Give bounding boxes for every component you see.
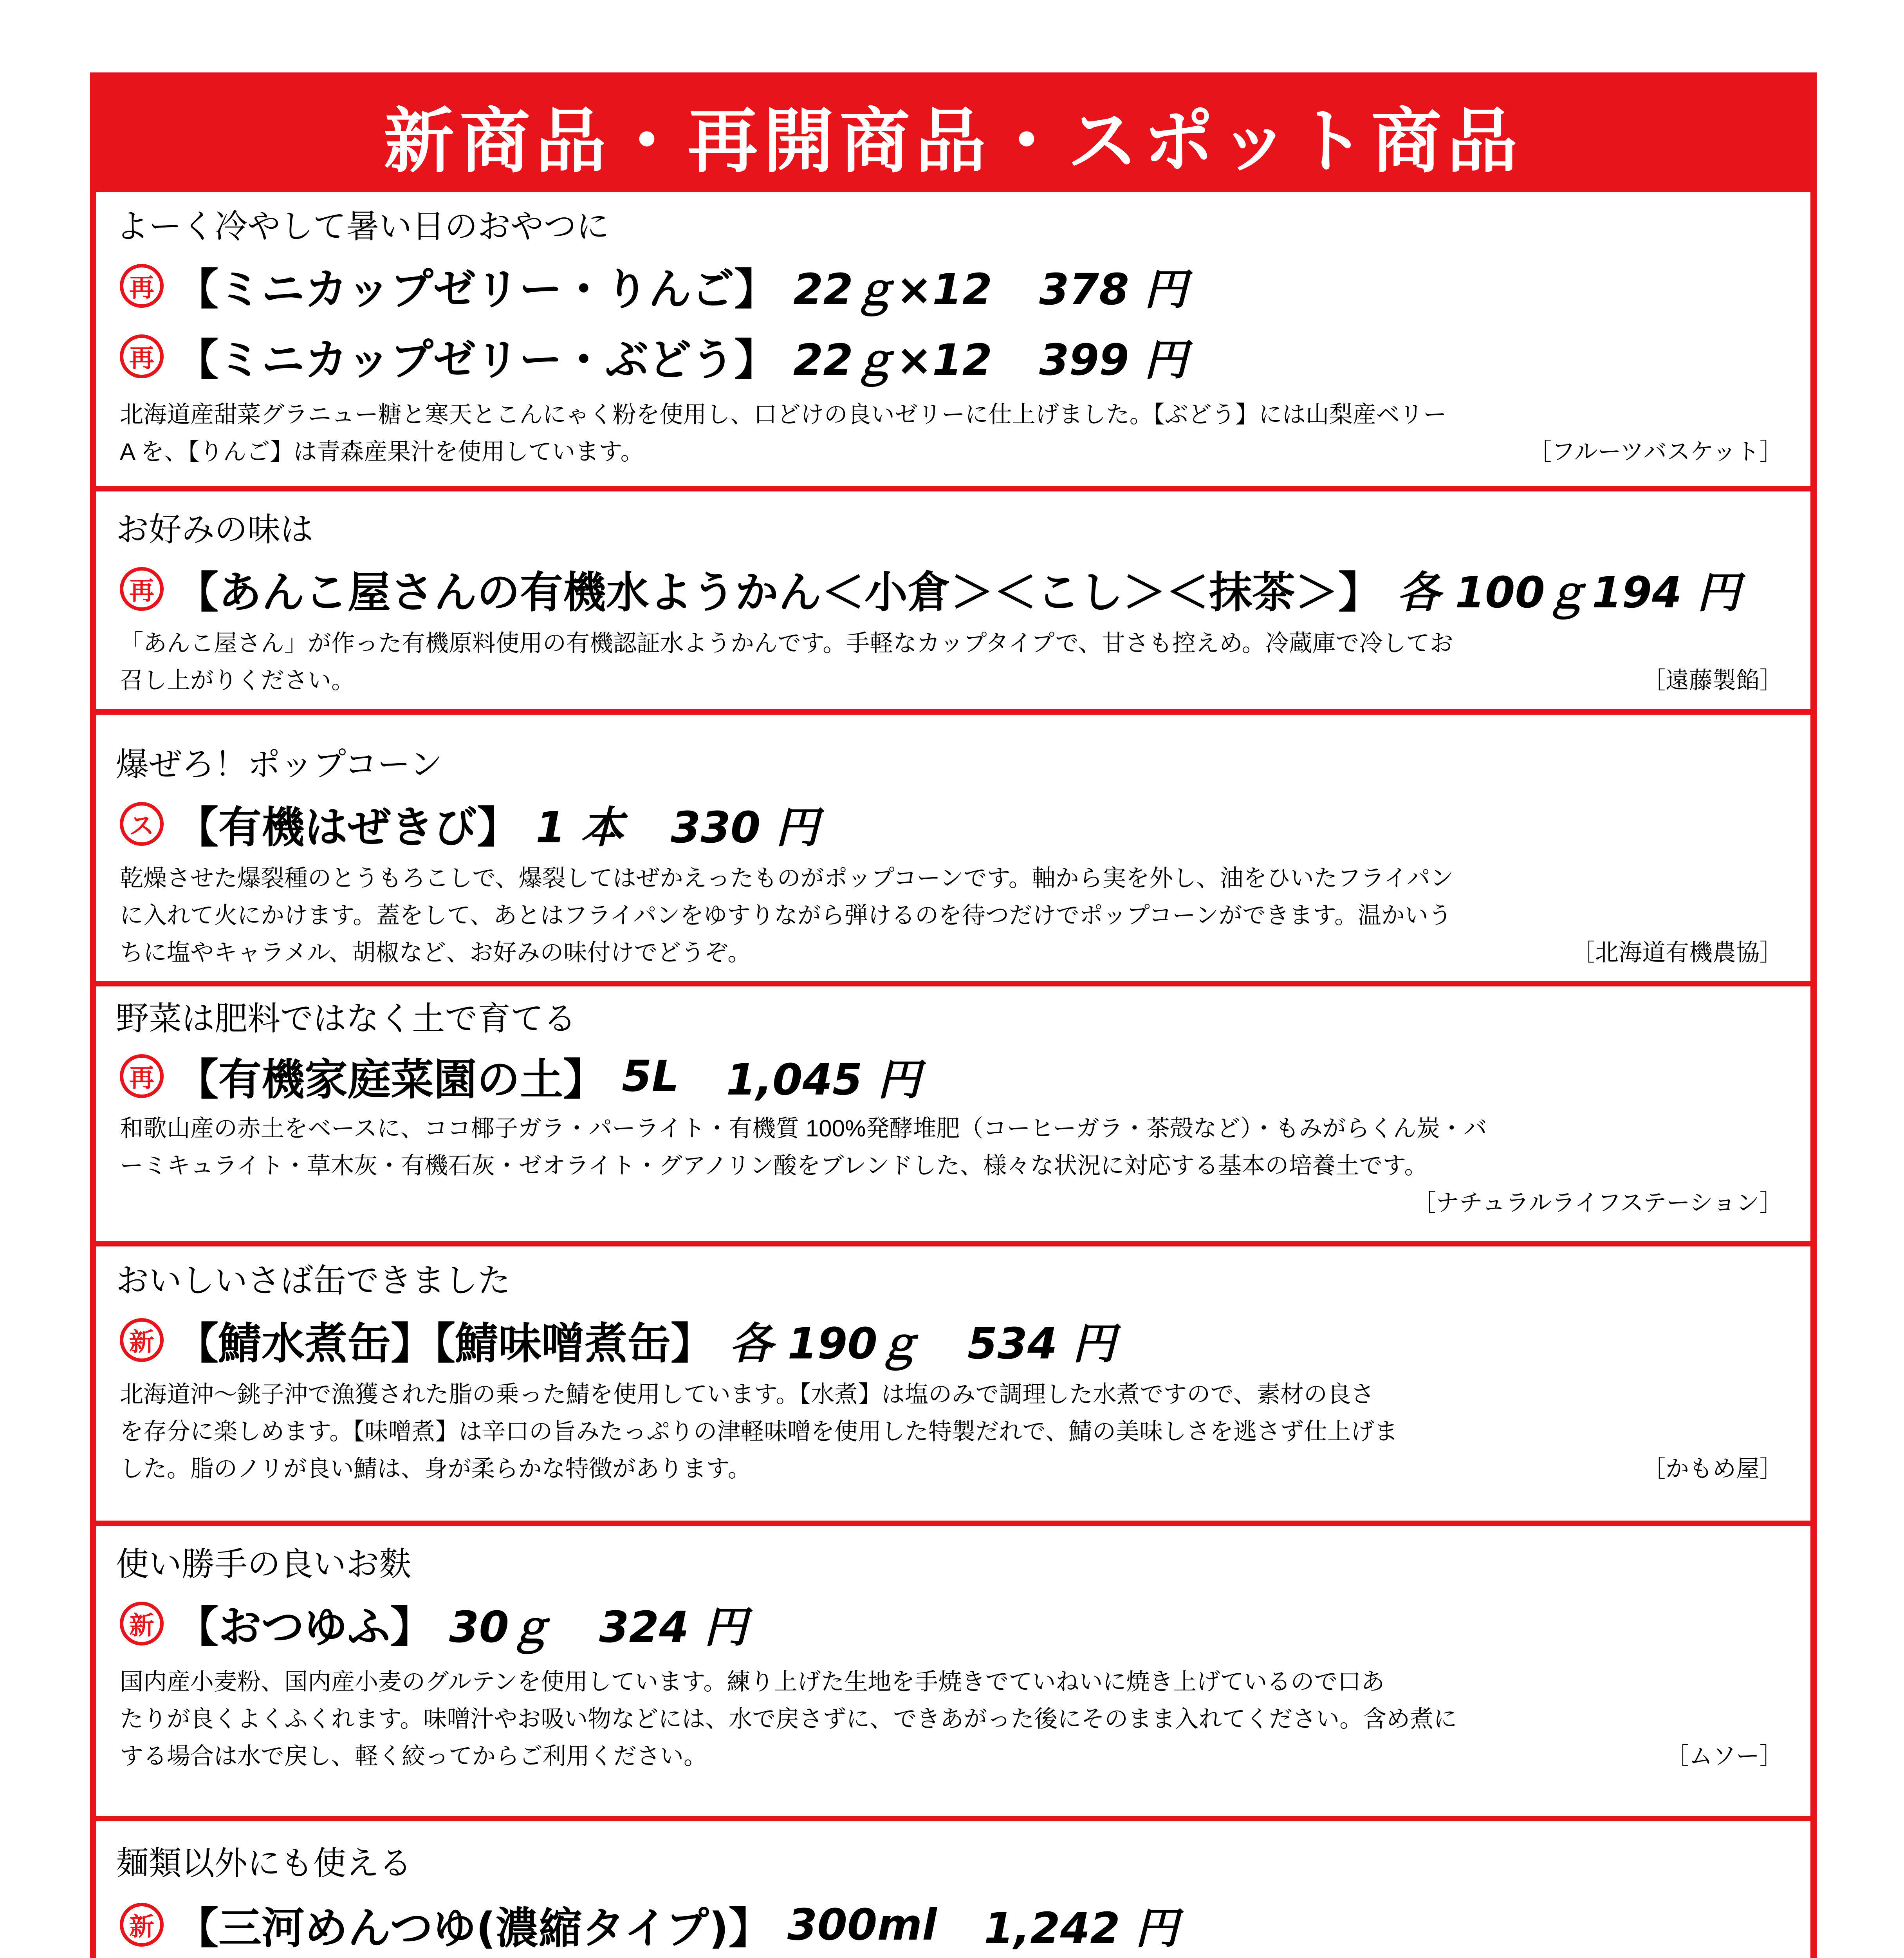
product-line: [120, 558, 1740, 620]
description-line: 北海道産甜菜グラニュー糖と寒天とこんにゃく粉を使用し、口どけの良いゼリーに仕上げました。【ぶどう】には山梨産ベリー: [120, 401, 1447, 428]
description-line: 国内産小麦粉、国内産小麦のグルテンを使用しています。練り上げた生地を手焼きでていねいに焼き上げているので口あ: [120, 1669, 1385, 1695]
product-description: [120, 1376, 1784, 1487]
product-description: [120, 1110, 1784, 1184]
product-line: [120, 325, 1187, 387]
section-lead: 爆ぜろ！ポップコーン: [116, 745, 443, 784]
product-section: [96, 1526, 1810, 1816]
description-line: ちに塩やキャラメル、胡椒など、お好みの味付けでどうぞ。: [120, 939, 751, 966]
resume-badge-icon: 再: [120, 334, 164, 378]
maker-name: ［ムソー］: [1666, 1743, 1783, 1769]
page-title: 新商品・再開商品・スポット商品: [383, 101, 1523, 182]
product-price: 399 円: [1039, 335, 1188, 385]
product-section: [96, 986, 1810, 1241]
maker-name: ［かもめ屋］: [1642, 1456, 1783, 1482]
section-divider: [96, 486, 1810, 491]
product-name: 【おつゆふ】: [175, 1602, 433, 1652]
section-divider: [96, 981, 1810, 986]
spot-badge-icon: ス: [120, 802, 164, 846]
product-section: [96, 715, 1810, 981]
title-banner: [96, 79, 1810, 192]
new-badge-icon: 新: [120, 1903, 164, 1947]
product-spec: 各 100ｇ: [1397, 567, 1588, 618]
maker-name: ［北海道有機農協］: [1572, 939, 1783, 966]
product-description: [120, 625, 1784, 699]
section-divider: [96, 1816, 1810, 1821]
product-spec: 1 本: [536, 802, 624, 853]
maker-name: ［フルーツバスケット］: [1528, 439, 1783, 465]
product-spec: 5L: [622, 1051, 679, 1101]
product-name: 【ミニカップゼリー・ぶどう】: [175, 335, 778, 385]
new-badge-icon: 新: [120, 1602, 164, 1646]
section-divider: [96, 1521, 1810, 1526]
description-line: たりが良くよくふくれます。味噌汁やお吸い物などには、水で戻さずに、できあがった後にそのまま入れてください。含め煮に: [120, 1706, 1457, 1732]
new-badge-icon: 新: [120, 1318, 164, 1362]
product-spec: 300ml: [787, 1900, 937, 1950]
product-line: [120, 1309, 1115, 1371]
product-name: 【あんこ屋さんの有機水ようかん＜小倉＞＜こし＞＜抹茶＞】: [175, 567, 1381, 618]
description-line: した。脂のノリが良い鯖は、身が柔らかな特徴があります。: [120, 1456, 751, 1482]
section-lead: 野菜は肥料ではなく土で育てる: [116, 999, 577, 1038]
section-divider: [96, 1241, 1810, 1246]
product-spec: 22ｇ×12: [793, 264, 993, 314]
product-price: 378 円: [1039, 264, 1188, 314]
description-line: 乾燥させた爆裂種のとうもろこしで、爆裂してはぜかえったものがポップコーンです。軸から実を外し、油をひいたフライパン: [120, 865, 1454, 891]
product-spec: 22ｇ×12: [793, 335, 993, 385]
product-spec: 30ｇ: [449, 1602, 552, 1652]
product-line: [120, 1045, 920, 1107]
product-line: [120, 1593, 747, 1655]
description-line: ーミキュライト・草木灰・有機石灰・ゼオライト・グアノリン酸をブレンドした、様々な状況に対応する基本の培養土です。: [120, 1152, 1428, 1179]
description-line: 「あんこ屋さん」が作った有機原料使用の有機認証水ようかんです。手軽なカップタイプで、甘さも控えめ。冷蔵庫で冷してお: [120, 630, 1453, 656]
description-line: に入れて火にかけます。蓋をして、あとはフライパンをゆすりながら弾けるのを待つだけでポップコーンができます。温かいう: [120, 902, 1452, 928]
product-description: [120, 1663, 1784, 1775]
resume-badge-icon: 再: [120, 1054, 164, 1098]
product-name: 【三河めんつゆ(濃縮タイプ)】: [175, 1903, 772, 1953]
product-section: [96, 1821, 1810, 1958]
product-name: 【ミニカップゼリー・りんご】: [175, 264, 778, 314]
section-lead: よーく冷やして暑い日のおやつに: [116, 207, 610, 246]
product-price: 1,242 円: [984, 1903, 1178, 1953]
resume-badge-icon: 再: [120, 567, 164, 611]
section-lead: おいしいさば缶できました: [116, 1261, 511, 1300]
product-section: [96, 192, 1810, 486]
description-line: A を、【りんご】は青森産果汁を使用しています。: [120, 439, 644, 465]
product-line: [120, 1894, 1178, 1956]
product-description: [120, 860, 1784, 971]
product-price: 194 円: [1592, 567, 1740, 618]
product-price: 330 円: [670, 802, 819, 853]
product-name: 【鯖水煮缶】【鯖味噌煮缶】: [175, 1319, 714, 1369]
product-spec: 各 190ｇ: [729, 1319, 920, 1369]
section-lead: 使い勝手の良いお麩: [116, 1545, 412, 1583]
page-frame: [90, 72, 1817, 1958]
description-line: 和歌山産の赤土をベースに、ココ椰子ガラ・パーライト・有機質 100%発酵堆肥（コーヒーガラ・茶殻など）・もみがらくん炭・バ: [120, 1115, 1487, 1142]
description-line: 召し上がりください。: [120, 667, 355, 694]
description-line: 北海道沖～銚子沖で漁獲された脂の乗った鯖を使用しています。【水煮】は塩のみで調理した水煮ですので、素材の良さ: [120, 1381, 1374, 1407]
product-price: 324 円: [599, 1602, 747, 1652]
product-name: 【有機家庭菜園の土】: [175, 1055, 606, 1105]
section-divider: [96, 709, 1810, 715]
product-section: [96, 491, 1810, 709]
product-section: [96, 1246, 1810, 1521]
maker-name: ［ナチュラルライフステーション］: [1412, 1190, 1783, 1216]
section-lead: お好みの味は: [116, 510, 314, 549]
description-line: する場合は水で戻し、軽く絞ってからご利用ください。: [120, 1743, 707, 1769]
description-line: を存分に楽しめます。【味噌煮】は辛口の旨みたっぷりの津軽味噌を使用した特製だれで、鯖の美味しさを逃さず仕上げま: [120, 1418, 1398, 1445]
product-line: [120, 255, 1187, 317]
resume-badge-icon: 再: [120, 264, 164, 308]
product-name: 【有機はぜきび】: [175, 802, 520, 853]
product-price: 534 円: [967, 1319, 1115, 1369]
product-price: 1,045 円: [726, 1055, 920, 1105]
maker-name: ［遠藤製餡］: [1642, 667, 1783, 694]
product-line: [120, 793, 819, 855]
section-lead: 麺類以外にも使える: [116, 1844, 412, 1882]
